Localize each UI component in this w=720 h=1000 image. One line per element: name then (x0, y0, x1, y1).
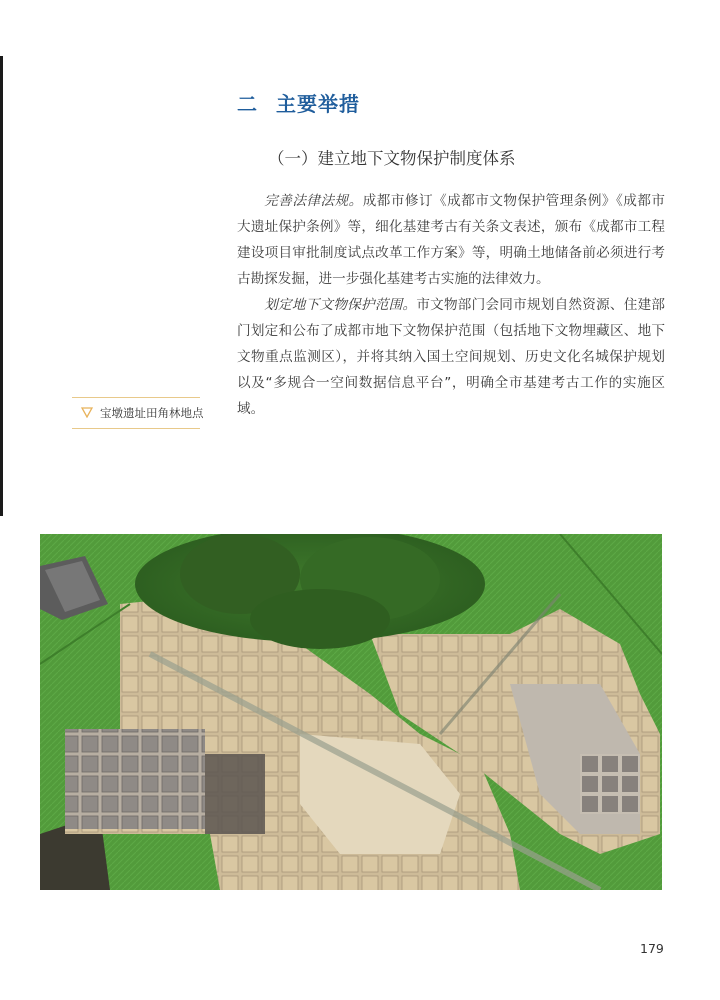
paragraph-laws (237, 188, 665, 292)
paragraph-lead: 完善法律法规。 (264, 193, 363, 209)
triangle-down-icon (81, 407, 93, 418)
paragraph-body: 成都市修订《成都市文物保护管理条例》《成都市大遗址保护条例》等，细化基建考古有关条文表述，颁布《成都市工程建设项目审批制度试点改革工作方案》等，明确土地储备前必须进行考古勘探发掘，进一步强化基建考古实施的法律效力。 (237, 193, 666, 287)
photo-caption (72, 397, 204, 429)
paragraph-lead: 划定地下文物保护范围。 (264, 297, 417, 313)
subsection-title: （一）建立地下文物保护制度体系 (268, 149, 516, 168)
paragraph-protection-zone (237, 292, 665, 422)
paragraph-body: 市文物部门会同市规划自然资源、住建部门划定和公布了成都市地下文物保护范围（包括地下文物埋藏区、地下文物重点监测区），并将其纳入国土空间规划、历史文化名城保护规划以及“多规合一空间数据信息平台”，明确全市基建考古工作的实施区域。 (237, 297, 666, 417)
page-number: 179 (640, 941, 664, 956)
caption-text: 宝墩遗址田角林地点 (100, 406, 204, 420)
section-title: 主要举措 (276, 92, 360, 116)
section-number: 二 (237, 92, 258, 116)
page-edge-bar (0, 56, 3, 516)
aerial-excavation-photo (40, 534, 662, 890)
body-text (237, 188, 665, 422)
section-heading (237, 88, 360, 117)
